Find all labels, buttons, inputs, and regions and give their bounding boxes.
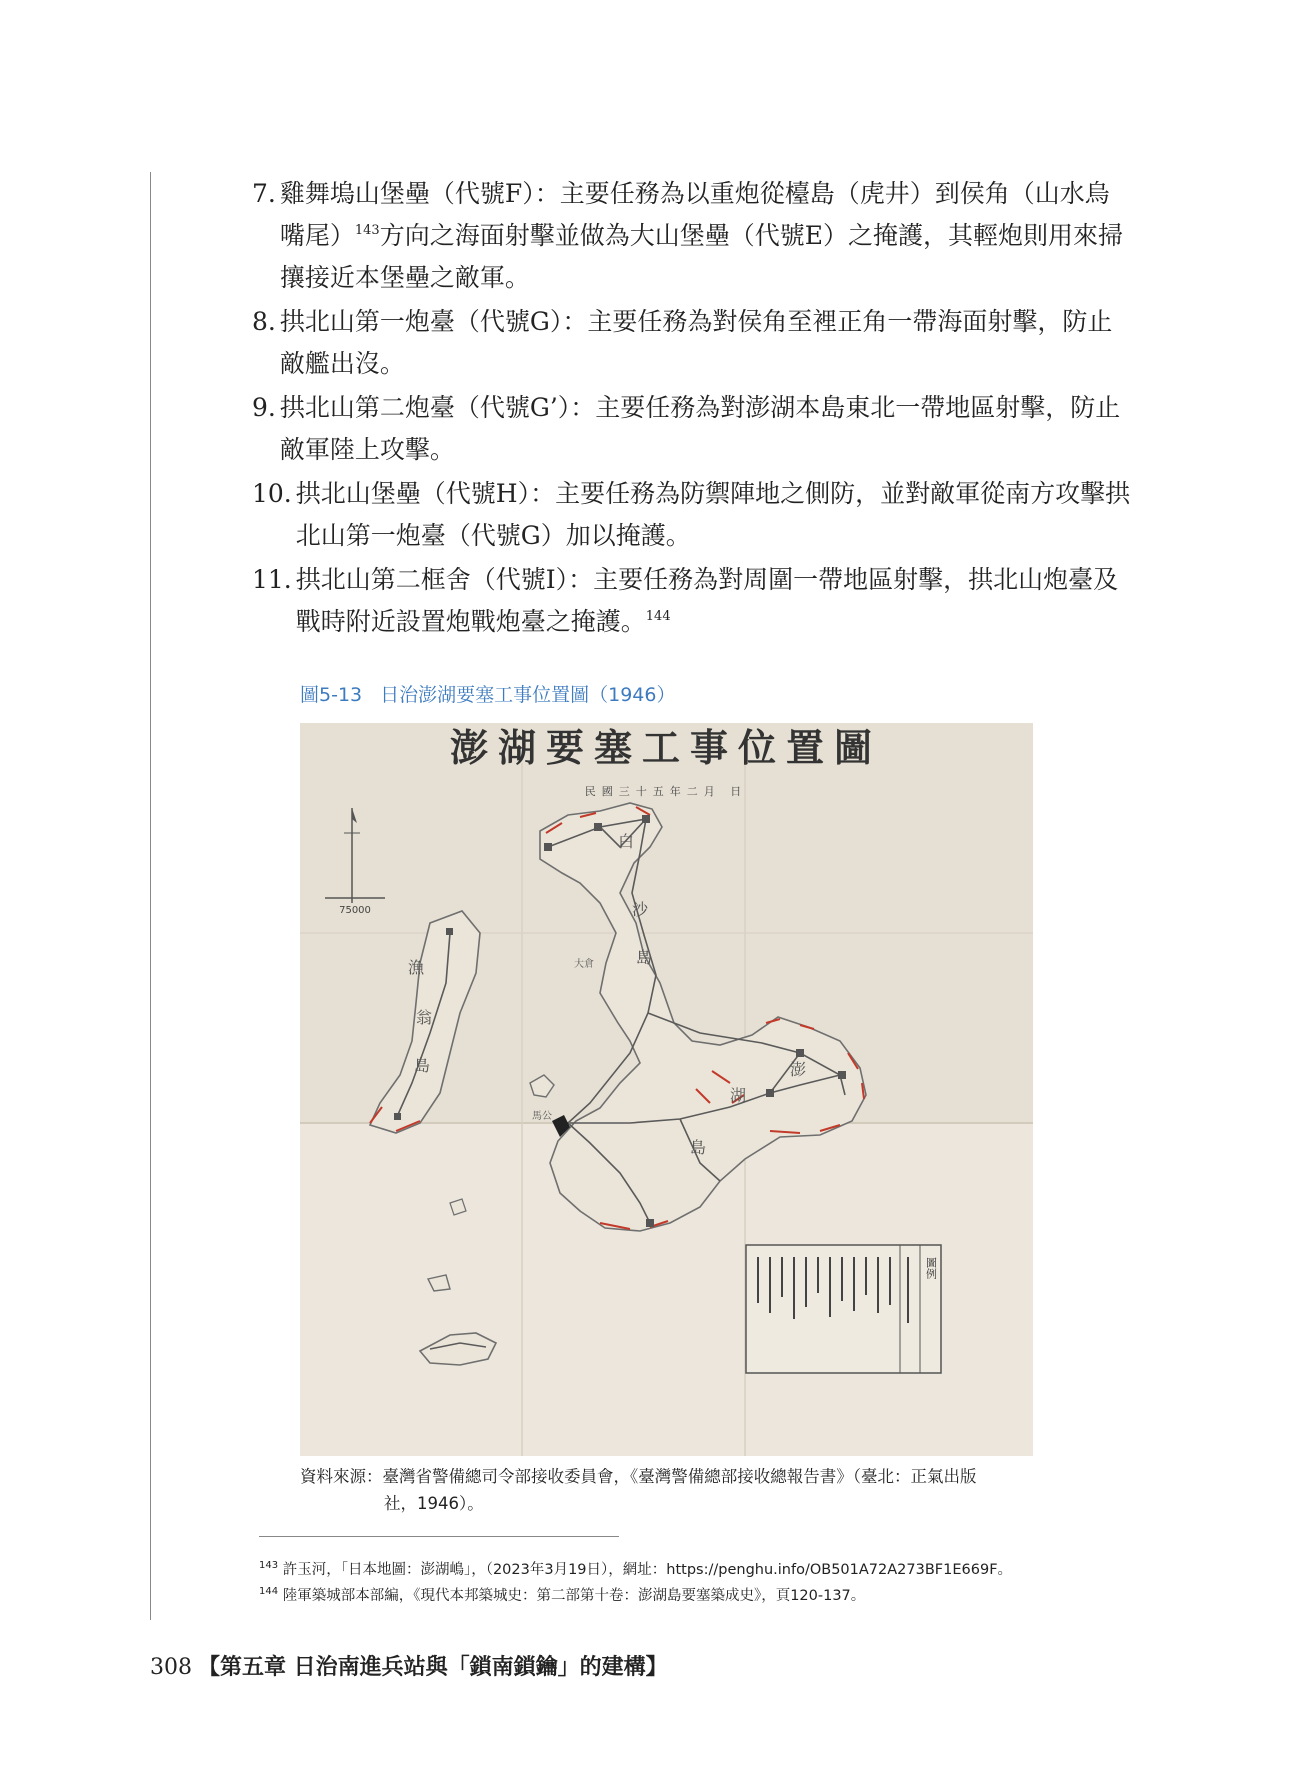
fortification-map bbox=[300, 723, 1033, 1456]
svg-text:沙: 沙 bbox=[632, 900, 649, 919]
svg-text:白: 白 bbox=[618, 832, 635, 851]
page-number: 308 bbox=[150, 1655, 192, 1680]
map-date: 民國三十五年二月 日 bbox=[584, 785, 748, 798]
map-title: 澎湖要塞工事位置圖 bbox=[449, 726, 883, 770]
list-item bbox=[252, 559, 1134, 643]
footnote-rule bbox=[259, 1536, 619, 1537]
map-scale: 75000 bbox=[339, 905, 371, 916]
numbered-list bbox=[252, 173, 1134, 645]
footnote bbox=[259, 1583, 1012, 1609]
footnote-number: 143 bbox=[259, 1560, 279, 1571]
item-number: 9. bbox=[252, 393, 276, 422]
item-text: 雞舞塢山堡壘（代號F）：主要任務為以重炮從檯島（虎井）到侯角（山水烏嘴尾）$^{143}$方向之海面射擊並做為大山堡壘（代號E）之掩護，其輕炮則用來掃攘接近本堡壘之敵軍。 bbox=[279, 179, 1123, 292]
svg-text:馬公: 馬公 bbox=[532, 1111, 552, 1122]
svg-text:島: 島 bbox=[690, 1138, 707, 1157]
chapter-title: 【第五章 日治南進兵站與「鎖南鎖鑰」的建構】 bbox=[198, 1654, 668, 1680]
footnotes bbox=[259, 1557, 1012, 1609]
svg-text:島: 島 bbox=[636, 948, 653, 967]
item-number: 10. bbox=[252, 479, 292, 508]
svg-text:翁: 翁 bbox=[416, 1008, 433, 1027]
footnote-text: 許玉河，「日本地圖：澎湖嶋」，（2023年3月19日），網址：https://penghu.info/OB501A72A273BF1E669F。 bbox=[282, 1562, 1013, 1578]
footnote-text: 陸軍築城部本部編，《現代本邦築城史：第二部第十卷：澎湖島要塞築成史》，頁120-137。 bbox=[282, 1588, 866, 1604]
footnote-number: 144 bbox=[259, 1586, 279, 1597]
footnote-ref[interactable]: 143 bbox=[354, 223, 380, 238]
page-footer bbox=[150, 1650, 668, 1681]
svg-text:島: 島 bbox=[414, 1056, 431, 1075]
source-line: 社，1946）。 bbox=[384, 1494, 484, 1513]
margin-rule bbox=[150, 172, 151, 1620]
list-item bbox=[252, 173, 1134, 299]
svg-text:澎: 澎 bbox=[790, 1060, 807, 1079]
item-text: 拱北山堡壘（代號H）：主要任務為防禦陣地之側防，並對敵軍從南方攻擊拱北山第一炮臺（代號G）加以掩護。 bbox=[295, 479, 1131, 550]
item-number: 11. bbox=[252, 565, 292, 594]
item-number: 7. bbox=[252, 179, 276, 208]
item-text: 拱北山第二框舍（代號I）：主要任務為對周圍一帶地區射擊，拱北山炮臺及戰時附近設置炮戰炮臺之掩護。$^{144}$ bbox=[295, 565, 1119, 636]
item-text: 拱北山第一炮臺（代號G）：主要任務為對侯角至裡正角一帶海面射擊，防止敵艦出沒。 bbox=[279, 307, 1113, 378]
figure-label: 圖5-13 bbox=[300, 684, 363, 706]
map-legend bbox=[746, 1245, 941, 1373]
source-line: 資料來源：臺灣省警備總司令部接收委員會，《臺灣警備總部接收總報告書》（臺北：正氣出版 bbox=[300, 1467, 977, 1486]
svg-text:漁: 漁 bbox=[408, 958, 425, 977]
svg-text:大倉: 大倉 bbox=[574, 959, 594, 970]
list-item bbox=[252, 301, 1134, 385]
item-text: 拱北山第二炮臺（代號G’）：主要任務為對澎湖本島東北一帶地區射擊，防止敵軍陸上攻擊。 bbox=[279, 393, 1121, 464]
figure-caption bbox=[300, 680, 675, 707]
list-item bbox=[252, 473, 1134, 557]
footnote-ref[interactable]: 144 bbox=[645, 609, 671, 624]
figure-title: 日治澎湖要塞工事位置圖（1946） bbox=[380, 684, 676, 706]
footnote bbox=[259, 1557, 1012, 1583]
legend-title: 圖例 bbox=[924, 1257, 938, 1279]
svg-text:湖: 湖 bbox=[730, 1086, 747, 1105]
item-number: 8. bbox=[252, 307, 276, 336]
figure-source bbox=[300, 1463, 1040, 1517]
list-item bbox=[252, 387, 1134, 471]
